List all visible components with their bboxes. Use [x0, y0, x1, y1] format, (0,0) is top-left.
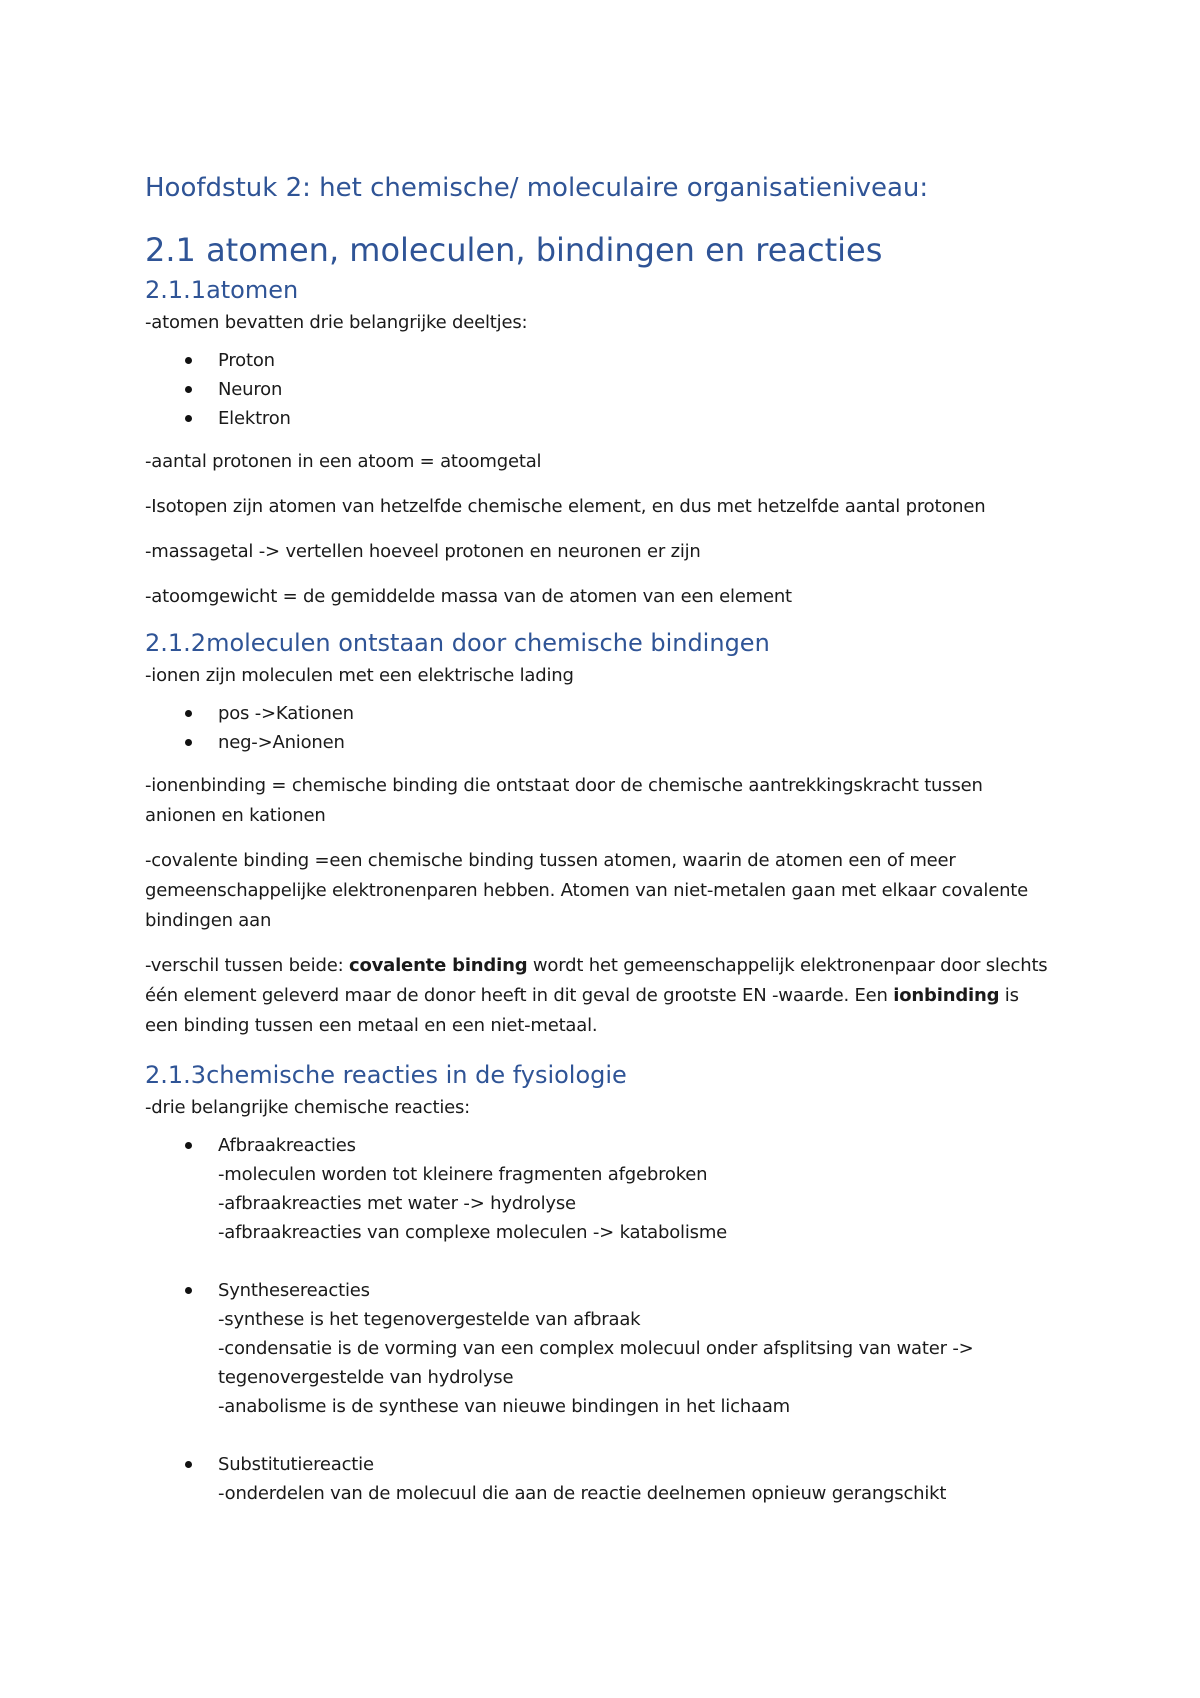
paragraph: -atoomgewicht = de gemiddelde massa van de atomen van een element [145, 586, 792, 607]
paragraph: -Isotopen zijn atomen van hetzelfde chemische element, en dus met hetzelfde aantal protonen [145, 496, 986, 517]
bullet-icon [185, 386, 192, 393]
paragraph: -covalente binding =een chemische binding tussen atomen, waarin de atomen een of meer gemeenschappelijke elektronenparen hebben. Atomen van niet-metalen gaan met elkaar covalente bindingen aan [145, 850, 1029, 931]
bullet-list [145, 346, 1065, 433]
list-item: Synthesereacties -synthese is het tegenovergestelde van afbraak -condensatie is de vorming van een complex molecuul onder afsplitsing van water -> tegenovergestelde van hydrolyse -anabolisme is de synthese van nieuwe bindingen in het lichaam [145, 1276, 1065, 1421]
subsection-heading-reacties: 2.1.3chemische reacties in de fysiologie [145, 1061, 627, 1089]
list-item: pos ->Kationen [145, 699, 1065, 728]
list-item: Afbraakreacties -moleculen worden tot kleinere fragmenten afgebroken -afbraakreacties met water -> hydrolyse -afbraakreacties van complexe moleculen -> katabolisme [145, 1131, 1065, 1247]
bullet-icon [185, 1287, 192, 1294]
paragraph: -ionen zijn moleculen met een elektrische lading [145, 665, 574, 686]
list-item: Proton [145, 346, 1065, 375]
paragraph: -massagetal -> vertellen hoeveel protonen en neuronen er zijn [145, 541, 701, 562]
paragraph: -drie belangrijke chemische reacties: [145, 1097, 471, 1118]
document-page [145, 160, 1065, 1522]
bullet-icon [185, 1461, 192, 1468]
paragraph: -ionenbinding = chemische binding die ontstaat door de chemische aantrekkingskracht tussen anionen en kationen [145, 775, 983, 826]
bullet-list [145, 699, 1065, 757]
list-item: neg->Anionen [145, 728, 1065, 757]
paragraph: -aantal protonen in een atoom = atoomgetal [145, 451, 542, 472]
list-item: Elektron [145, 404, 1065, 433]
list-item: Substitutiereactie -onderdelen van de molecuul die aan de reactie deelnemen opnieuw gerangschikt [145, 1450, 1065, 1508]
bullet-icon [185, 415, 192, 422]
reaction-list [145, 1131, 1065, 1508]
subsection-heading-moleculen: 2.1.2moleculen ontstaan door chemische bindingen [145, 629, 770, 657]
bullet-icon [185, 1142, 192, 1149]
bullet-icon [185, 739, 192, 746]
paragraph: -verschil tussen beide: covalente binding wordt het gemeenschappelijk elektronenpaar door slechts één element geleverd maar de donor heeft in dit geval de grootste EN -waarde. Een ionbinding is een binding tussen een metaal en een niet-metaal. [145, 955, 1048, 1036]
bullet-icon [185, 710, 192, 717]
paragraph: -atomen bevatten drie belangrijke deeltjes: [145, 312, 528, 333]
section-heading: 2.1 atomen, moleculen, bindingen en reacties [145, 231, 883, 269]
bullet-icon [185, 357, 192, 364]
subsection-heading-atomen: 2.1.1atomen [145, 276, 299, 304]
list-item: Neuron [145, 375, 1065, 404]
page-title: Hoofdstuk 2: het chemische/ moleculaire organisatieniveau: [145, 173, 929, 203]
